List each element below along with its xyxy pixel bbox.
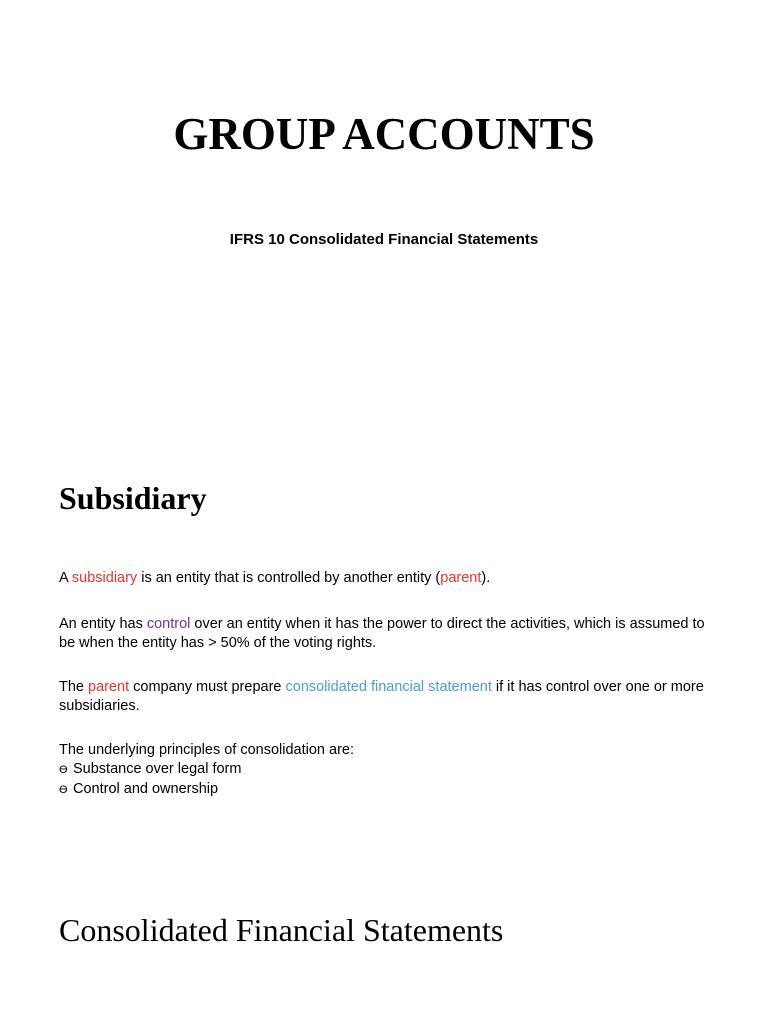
text-run: if it has control over one or more subsidiaries. xyxy=(59,679,704,714)
text-run: is an entity that is controlled by another entity ( xyxy=(137,570,441,586)
text-run: company must prepare xyxy=(129,679,286,695)
bullet-icon: ϴ xyxy=(59,784,68,796)
section-heading-consolidated: Consolidated Financial Statements xyxy=(59,912,504,948)
text-run: ). xyxy=(481,570,491,586)
page-subtitle: IFRS 10 Consolidated Financial Statements xyxy=(229,231,539,248)
paragraph-subsidiary-definition xyxy=(59,569,719,588)
text-run: The xyxy=(59,679,89,695)
paragraph-control-definition xyxy=(59,615,719,653)
highlight-control: control xyxy=(146,616,191,632)
text-run: An entity has xyxy=(59,616,147,632)
paragraph-principles xyxy=(59,741,719,800)
list-item xyxy=(59,760,719,780)
principles-intro: The underlying principles of consolidation are: xyxy=(59,742,355,758)
section-heading-subsidiary: Subsidiary xyxy=(59,480,207,516)
highlight-parent: parent xyxy=(440,570,482,586)
bullet-icon: ϴ xyxy=(59,764,68,776)
paragraph-parent-requirement xyxy=(59,678,719,716)
list-item xyxy=(59,780,719,800)
highlight-subsidiary: subsidiary xyxy=(71,570,138,586)
page-title: GROUP ACCOUNTS xyxy=(173,109,595,159)
text-run: A xyxy=(59,570,72,586)
text-run: over an entity when it has the power to direct the activities, which is assumed to be when the entity has > 50% of the voting rights. xyxy=(59,616,705,651)
highlight-consolidated-fs: consolidated financial statement xyxy=(285,679,492,695)
highlight-parent: parent xyxy=(88,679,130,695)
list-item-text: Control and ownership xyxy=(73,781,219,797)
list-item-text: Substance over legal form xyxy=(73,761,242,777)
